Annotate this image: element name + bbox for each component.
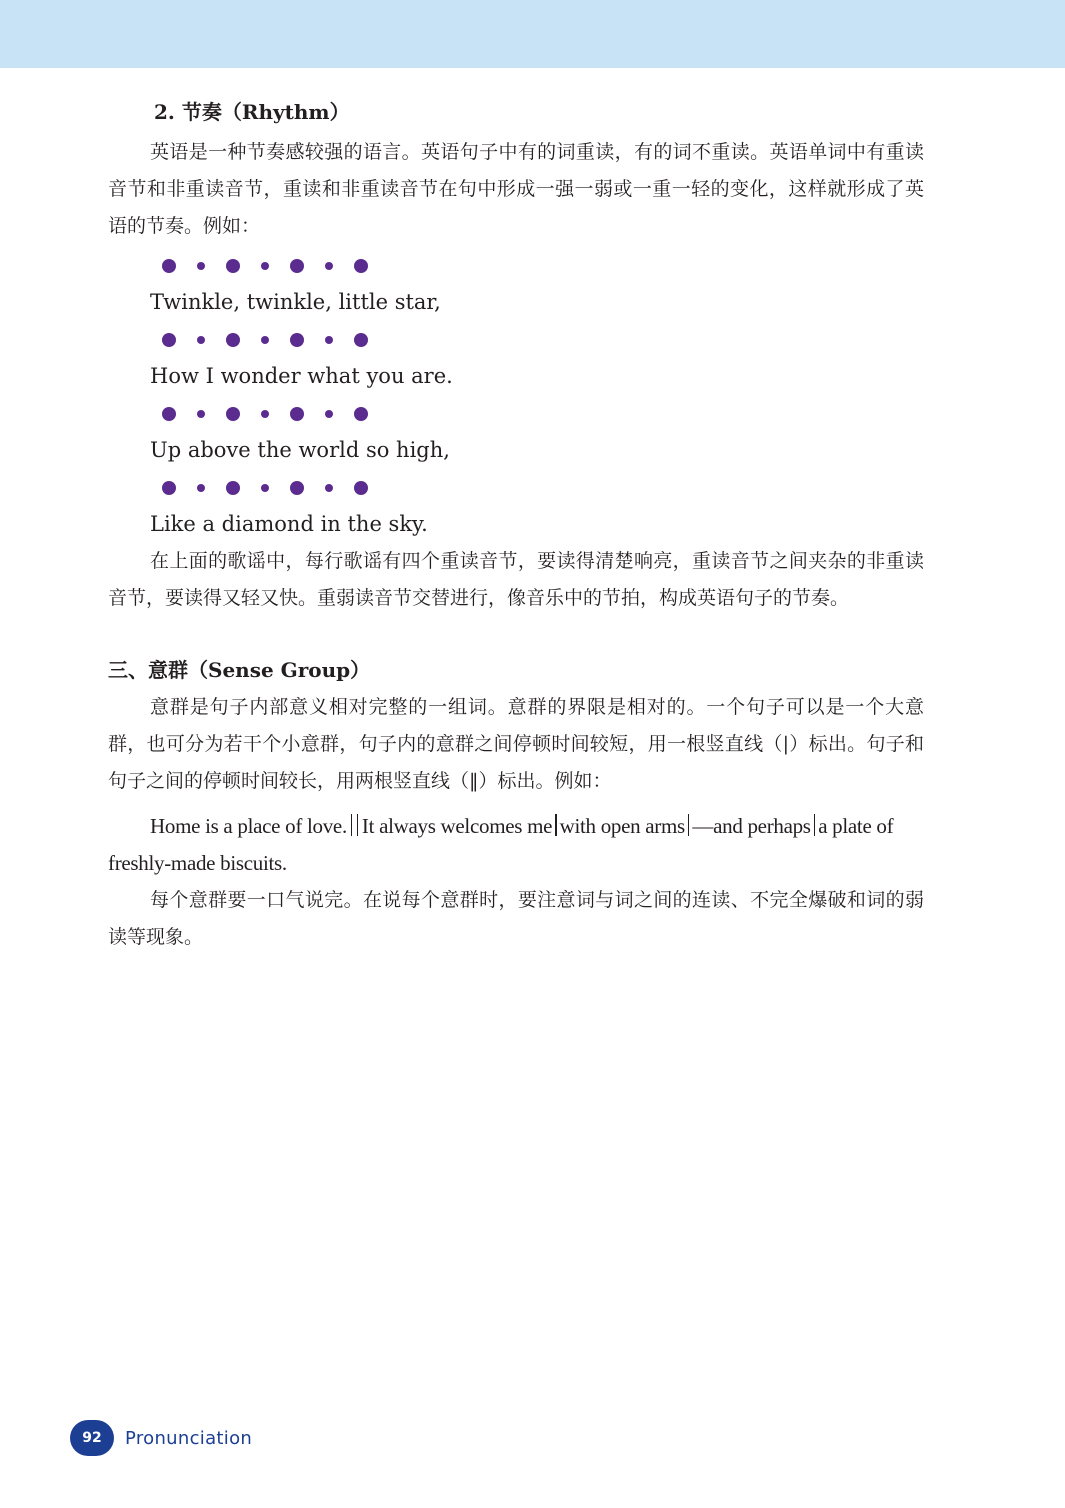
- header-band: [0, 0, 1065, 68]
- stress-dot-strong: [290, 259, 304, 273]
- stress-dot-strong: [354, 481, 368, 495]
- stress-dot-weak: [325, 336, 333, 344]
- page-content: [108, 96, 924, 956]
- sense-group-example: [108, 808, 924, 882]
- stress-pattern: [150, 321, 924, 358]
- stress-dot-weak: [197, 262, 205, 270]
- stress-dot-weak: [325, 410, 333, 418]
- stress-dot-weak: [261, 484, 269, 492]
- stress-dot-weak: [261, 410, 269, 418]
- stress-dot-strong: [226, 259, 240, 273]
- stress-dot-weak: [325, 262, 333, 270]
- stress-pattern: [150, 247, 924, 284]
- page-footer: [70, 1420, 252, 1456]
- pause-mark: [688, 814, 690, 836]
- stress-dot-strong: [290, 407, 304, 421]
- stress-dot-strong: [354, 407, 368, 421]
- sense-group-intro: 意群是句子内部意义相对完整的一组词。意群的界限是相对的。一个句子可以是一个大意群，也可分为若干个小意群，句子内的意群之间停顿时间较短，用一根竖直线（|）标出。句子和句子之间的停顿时间较长，用两根竖直线（‖）标出。例如：: [108, 696, 924, 792]
- stress-dot-weak: [197, 336, 205, 344]
- example-part: It always welcomes me: [361, 814, 553, 838]
- example-part: with open arms: [559, 814, 685, 838]
- pause-mark: [555, 814, 557, 836]
- poem-line: Like a diamond in the sky.: [150, 512, 428, 536]
- example-part: a plate of freshly-made biscuits.: [108, 814, 894, 875]
- poem-line: How I wonder what you are.: [150, 364, 453, 388]
- rhythm-explanation: 在上面的歌谣中，每行歌谣有四个重读音节，要读得清楚响亮，重读音节之间夹杂的非重读音节，要读得又轻又快。重弱读音节交替进行，像音乐中的节拍，构成英语句子的节奏。: [108, 550, 924, 609]
- stress-dot-strong: [162, 259, 176, 273]
- poem-line: Up above the world so high,: [150, 438, 450, 462]
- sense-group-closing: 每个意群要一口气说完。在说每个意群时，要注意词与词之间的连读、不完全爆破和词的弱读等现象。: [108, 889, 924, 948]
- stress-dot-weak: [261, 336, 269, 344]
- stress-dot-strong: [290, 481, 304, 495]
- page-number: 92: [70, 1420, 114, 1456]
- double-pause-mark: [351, 814, 358, 836]
- stress-dot-strong: [162, 481, 176, 495]
- stress-dot-strong: [162, 333, 176, 347]
- stress-dot-strong: [290, 333, 304, 347]
- footer-title: Pronunciation: [125, 1427, 253, 1449]
- stress-dot-weak: [197, 410, 205, 418]
- sense-group-heading: 三、意群（Sense Group）: [108, 658, 371, 682]
- stress-pattern: [150, 395, 924, 432]
- stress-dot-strong: [354, 333, 368, 347]
- stress-dot-weak: [325, 484, 333, 492]
- stress-dot-strong: [162, 407, 176, 421]
- stress-pattern: [150, 469, 924, 506]
- stress-dot-weak: [261, 262, 269, 270]
- example-part: Home is a place of love.: [150, 814, 347, 838]
- stress-dot-strong: [226, 481, 240, 495]
- stress-dot-weak: [197, 484, 205, 492]
- stress-dot-strong: [354, 259, 368, 273]
- stress-dot-strong: [226, 407, 240, 421]
- pause-mark: [814, 814, 816, 836]
- rhythm-heading: 2. 节奏（Rhythm）: [154, 100, 350, 124]
- stress-dot-strong: [226, 333, 240, 347]
- poem-line: Twinkle, twinkle, little star,: [150, 290, 441, 314]
- poem: [150, 247, 924, 543]
- example-part: —and perhaps: [692, 814, 811, 838]
- rhythm-intro: 英语是一种节奏感较强的语言。英语句子中有的词重读，有的词不重读。英语单词中有重读音节和非重读音节，重读和非重读音节在句中形成一强一弱或一重一轻的变化，这样就形成了英语的节奏。例如：: [108, 141, 924, 237]
